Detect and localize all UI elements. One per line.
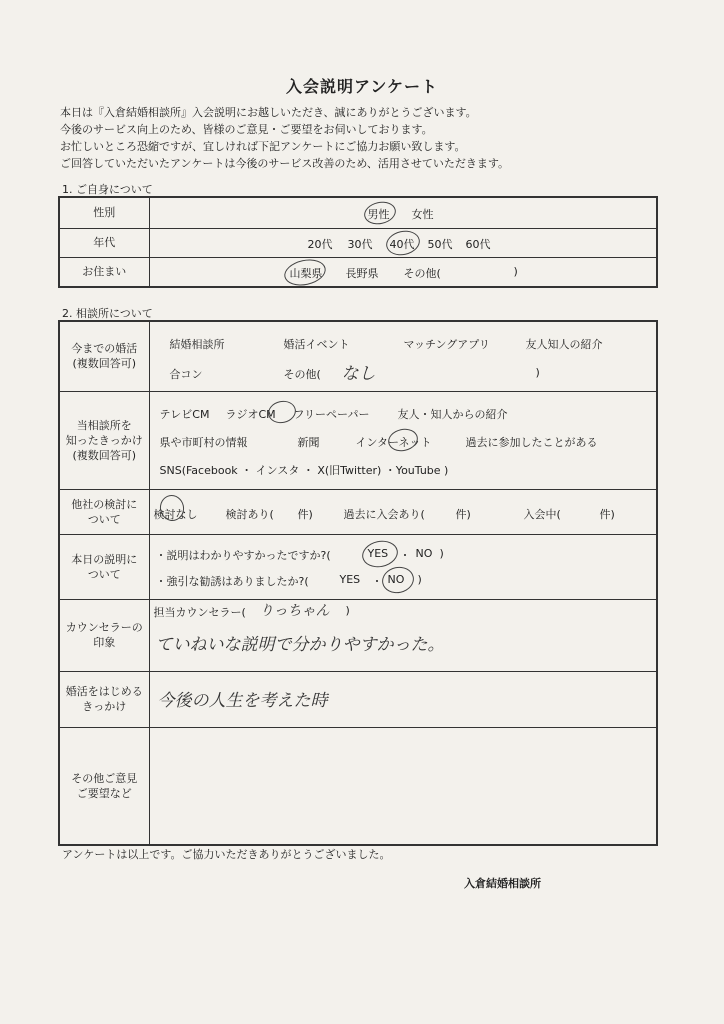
age-40s[interactable]: 40代 bbox=[389, 237, 415, 251]
selection-circle bbox=[383, 227, 421, 258]
label-line: 知ったきっかけ bbox=[65, 433, 143, 447]
label-line: 今までの婚活 bbox=[71, 342, 138, 356]
start-field[interactable] bbox=[149, 671, 657, 727]
counselor-prefix: 担当カウンセラー( bbox=[153, 605, 246, 619]
section-2-heading: 2. 相談所について bbox=[62, 307, 153, 320]
konkatsu-field[interactable] bbox=[149, 321, 657, 391]
konkatsu-other[interactable]: その他( bbox=[283, 368, 321, 381]
other-opinion-field[interactable] bbox=[149, 727, 657, 845]
konkatsu-other-close: ) bbox=[535, 366, 540, 379]
consider-past[interactable]: 過去に入会あり( bbox=[343, 507, 425, 521]
trigger-radio[interactable]: ラジオCM bbox=[225, 407, 276, 421]
age-field[interactable] bbox=[149, 228, 657, 257]
today-q1-yes[interactable]: YES bbox=[367, 546, 389, 560]
label-line: 当相談所を bbox=[76, 418, 132, 432]
today-q2: ・強引な勧誘はありましたか?( bbox=[155, 574, 309, 588]
footer-text: アンケートは以上です。ご協力いただきありがとうございました。 bbox=[62, 848, 391, 861]
label-line: ついて bbox=[87, 512, 121, 526]
other-consider-label bbox=[59, 489, 149, 534]
residence-field[interactable] bbox=[149, 257, 657, 287]
age-20s[interactable]: 20代 bbox=[307, 237, 333, 251]
section-2-table bbox=[58, 320, 658, 846]
counselor-suffix: ) bbox=[345, 603, 350, 617]
today-q1: ・説明はわかりやすかったですか?( bbox=[155, 548, 331, 562]
label-line: 本日の説明に bbox=[71, 552, 138, 566]
trigger-sns[interactable]: SNS(Facebook ・ インスタ ・ X(旧Twitter) ・YouTube ) bbox=[159, 463, 449, 477]
label-line: 婚活をはじめる bbox=[65, 685, 143, 698]
today-q2-close: ) bbox=[417, 572, 422, 586]
intro-line: ご回答していただいたアンケートは今後のサービス改善のため、活用させていただきます。 bbox=[60, 157, 510, 170]
trigger-tv[interactable]: テレビCM bbox=[159, 407, 210, 421]
consider-yes[interactable]: 検討あり( bbox=[225, 507, 274, 521]
age-label: 年代 bbox=[59, 228, 149, 257]
organization-name: 入倉結婚相談所 bbox=[464, 877, 541, 890]
selection-circle bbox=[281, 255, 327, 288]
intro-line: 今後のサービス向上のため、皆様のご意見・ご要望をお伺いしております。 bbox=[60, 123, 433, 136]
consider-yes-count: 件) bbox=[297, 507, 313, 521]
gender-label: 性別 bbox=[59, 197, 149, 228]
today-field[interactable] bbox=[149, 534, 657, 599]
selection-circle bbox=[379, 563, 416, 595]
gender-male[interactable]: 男性 bbox=[367, 208, 390, 221]
konkatsu-app[interactable]: マッチングアプリ bbox=[403, 338, 490, 351]
konkatsu-gokon[interactable]: 合コン bbox=[169, 368, 203, 381]
selection-circle bbox=[362, 199, 398, 227]
trigger-newspaper[interactable]: 新聞 bbox=[297, 435, 320, 449]
trigger-label bbox=[59, 391, 149, 489]
counselor-field[interactable] bbox=[149, 599, 657, 671]
trigger-municipal[interactable]: 県や市町村の情報 bbox=[159, 435, 248, 449]
konkatsu-agency[interactable]: 結婚相談所 bbox=[169, 338, 225, 351]
section-1-heading: 1. ご自身について bbox=[62, 183, 153, 196]
trigger-field[interactable] bbox=[149, 391, 657, 489]
today-q2-dot: ・ bbox=[371, 574, 383, 588]
age-60s[interactable]: 60代 bbox=[465, 237, 491, 251]
age-30s[interactable]: 30代 bbox=[347, 237, 373, 251]
label-line: 印象 bbox=[93, 636, 116, 649]
today-label bbox=[59, 534, 149, 599]
today-q2-yes[interactable]: YES bbox=[339, 572, 361, 586]
label-line: ついて bbox=[87, 567, 121, 581]
gender-field[interactable] bbox=[149, 197, 657, 228]
konkatsu-event[interactable]: 婚活イベント bbox=[283, 338, 350, 351]
counselor-name-handwritten: りっちゃん bbox=[259, 602, 330, 619]
today-q1-close: ) bbox=[439, 546, 444, 560]
label-line: カウンセラーの bbox=[65, 621, 143, 634]
today-q1-no[interactable]: NO bbox=[415, 546, 433, 560]
trigger-past[interactable]: 過去に参加したことがある bbox=[465, 435, 598, 449]
intro-text bbox=[60, 104, 509, 172]
label-line: その他ご意見 bbox=[71, 771, 138, 785]
selection-circle bbox=[359, 537, 400, 570]
other-consider-field[interactable] bbox=[149, 489, 657, 534]
label-line: (複数回答可) bbox=[72, 357, 137, 371]
counselor-comment-handwritten: ていねいな説明で分かりやすかった。 bbox=[155, 634, 445, 655]
other-opinion-label bbox=[59, 727, 149, 845]
intro-line: お忙しいところ恐縮ですが、宜しければ下記アンケートにご協力お願い致します。 bbox=[60, 140, 466, 153]
residence-other[interactable]: その他( bbox=[403, 266, 441, 280]
label-line: きっかけ bbox=[82, 700, 127, 713]
residence-other-close: ) bbox=[513, 264, 518, 278]
today-q2-no[interactable]: NO bbox=[387, 572, 405, 586]
residence-nagano[interactable]: 長野県 bbox=[345, 266, 379, 280]
consider-none[interactable]: 検討なし bbox=[153, 507, 198, 521]
konkatsu-label bbox=[59, 321, 149, 391]
label-line: ご要望など bbox=[76, 786, 132, 800]
consider-past-count: 件) bbox=[455, 507, 471, 521]
consider-current-count: 件) bbox=[599, 507, 615, 521]
residence-label: お住まい bbox=[59, 257, 149, 287]
trigger-internet[interactable]: インターネット bbox=[355, 435, 432, 449]
page-title: 入会説明アンケート bbox=[285, 77, 439, 96]
today-q1-dot: ・ bbox=[399, 548, 411, 562]
residence-yamanashi[interactable]: 山梨県 bbox=[289, 266, 323, 280]
label-line: (複数回答可) bbox=[72, 448, 137, 462]
trigger-friend[interactable]: 友人・知人からの紹介 bbox=[397, 407, 508, 421]
label-line: 他社の検討に bbox=[71, 497, 138, 511]
age-50s[interactable]: 50代 bbox=[427, 237, 453, 251]
counselor-label bbox=[59, 599, 149, 671]
konkatsu-friend[interactable]: 友人知人の紹介 bbox=[525, 338, 603, 351]
trigger-freepaper[interactable]: フリーペーパー bbox=[293, 407, 370, 421]
intro-line: 本日は『入倉結婚相談所』入会説明にお越しいただき、誠にありがとうございます。 bbox=[60, 106, 477, 119]
consider-current[interactable]: 入会中( bbox=[523, 507, 561, 521]
section-1-table bbox=[58, 196, 658, 288]
konkatsu-other-handwritten: なし bbox=[341, 364, 376, 384]
gender-female[interactable]: 女性 bbox=[411, 208, 434, 221]
start-handwritten: 今後の人生を考えた時 bbox=[157, 690, 328, 711]
start-label bbox=[59, 671, 149, 727]
